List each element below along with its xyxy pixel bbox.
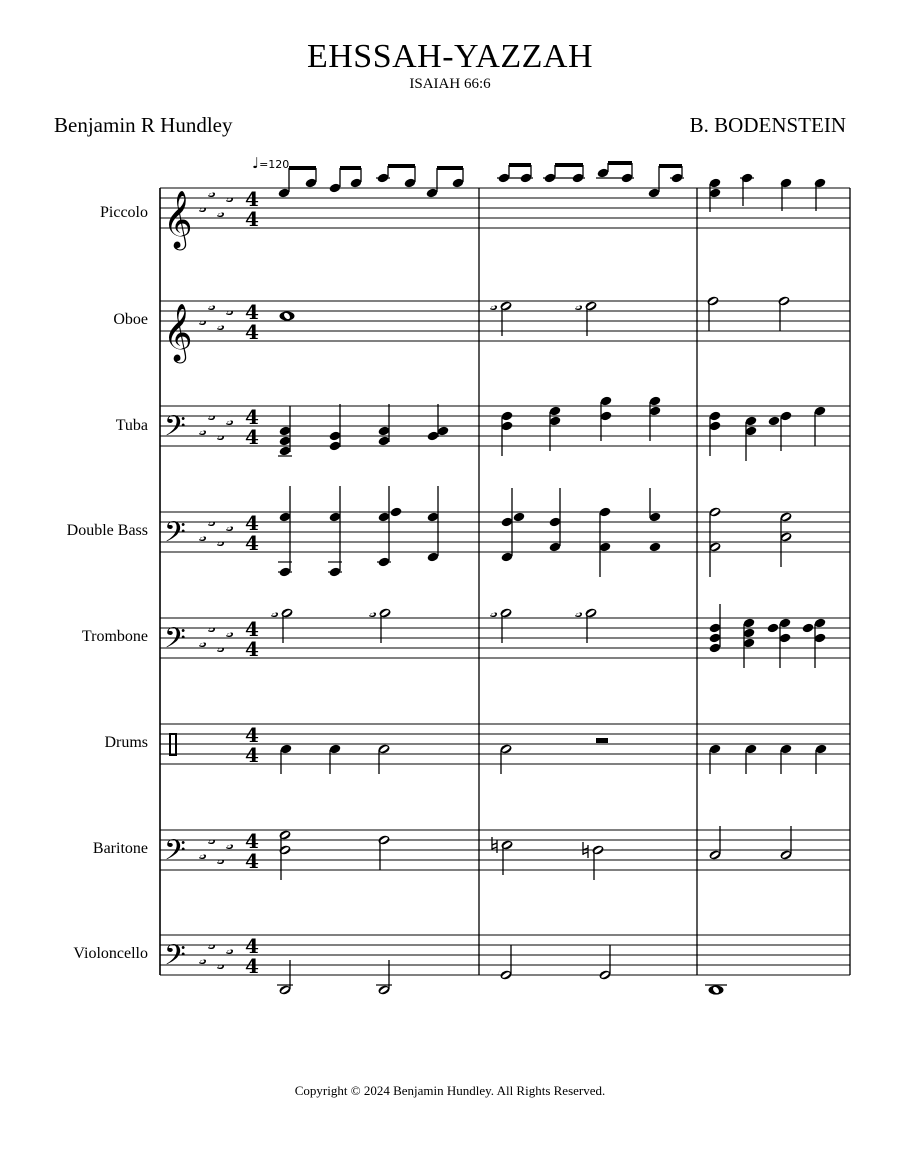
svg-text:4: 4 bbox=[245, 300, 259, 324]
svg-text:4: 4 bbox=[245, 531, 259, 555]
svg-text:4: 4 bbox=[245, 723, 259, 747]
svg-text:4: 4 bbox=[245, 511, 259, 535]
svg-text:𝄢: 𝄢 bbox=[164, 622, 186, 662]
instrument-label-piccolo: Piccolo bbox=[100, 204, 148, 221]
oboe-notes bbox=[280, 293, 791, 336]
svg-text:4: 4 bbox=[245, 320, 259, 344]
svg-text:4: 4 bbox=[245, 405, 259, 429]
time-signature bbox=[245, 187, 259, 978]
treble-clef-icon bbox=[163, 190, 193, 364]
instrument-label-oboe: Oboe bbox=[113, 311, 148, 328]
svg-text:4: 4 bbox=[245, 617, 259, 641]
instrument-label-tuba: Tuba bbox=[115, 417, 148, 434]
svg-text:4: 4 bbox=[245, 849, 259, 873]
page-subtitle: ISAIAH 66:6 bbox=[409, 76, 491, 92]
svg-text:4: 4 bbox=[245, 954, 259, 978]
composer-credit: B. BODENSTEIN bbox=[689, 113, 846, 137]
piccolo-notes bbox=[278, 161, 827, 212]
tempo-value: =120 bbox=[259, 158, 290, 171]
svg-text:𝄢: 𝄢 bbox=[164, 410, 186, 450]
svg-text:𝄢: 𝄢 bbox=[164, 939, 186, 979]
svg-text:4: 4 bbox=[245, 934, 259, 958]
svg-text:𝄢: 𝄢 bbox=[164, 834, 186, 874]
half-rest-icon bbox=[596, 738, 608, 743]
baritone-notes bbox=[278, 826, 792, 880]
violoncello-notes bbox=[277, 945, 727, 996]
svg-text:𝄢: 𝄢 bbox=[164, 516, 186, 556]
key-signature-flats bbox=[199, 180, 233, 969]
drums-notes bbox=[280, 738, 828, 774]
svg-text:4: 4 bbox=[245, 829, 259, 853]
instrument-label-trombone: Trombone bbox=[81, 628, 148, 645]
svg-text:4: 4 bbox=[245, 187, 259, 211]
quarter-note-icon: ♩ bbox=[252, 154, 260, 172]
svg-text:4: 4 bbox=[245, 425, 259, 449]
bass-clef-icon bbox=[164, 410, 186, 979]
instrument-label-double-bass: Double Bass bbox=[66, 522, 148, 539]
svg-text:𝄞: 𝄞 bbox=[163, 190, 193, 248]
tuba-notes bbox=[278, 395, 826, 461]
instrument-label-violoncello: Violoncello bbox=[73, 945, 148, 962]
svg-text:4: 4 bbox=[245, 637, 259, 661]
instrument-label-drums: Drums bbox=[104, 734, 148, 751]
copyright-notice: Copyright © 2024 Benjamin Hundley. All Rights Reserved. bbox=[294, 1083, 606, 1098]
svg-text:4: 4 bbox=[245, 207, 259, 231]
page-title: EHSSAH-YAZZAH bbox=[306, 38, 594, 75]
instrument-label-baritone: Baritone bbox=[92, 840, 148, 857]
lyricist-credit: Benjamin R Hundley bbox=[54, 113, 233, 137]
svg-text:𝄞: 𝄞 bbox=[163, 303, 193, 361]
svg-text:4: 4 bbox=[245, 743, 259, 767]
